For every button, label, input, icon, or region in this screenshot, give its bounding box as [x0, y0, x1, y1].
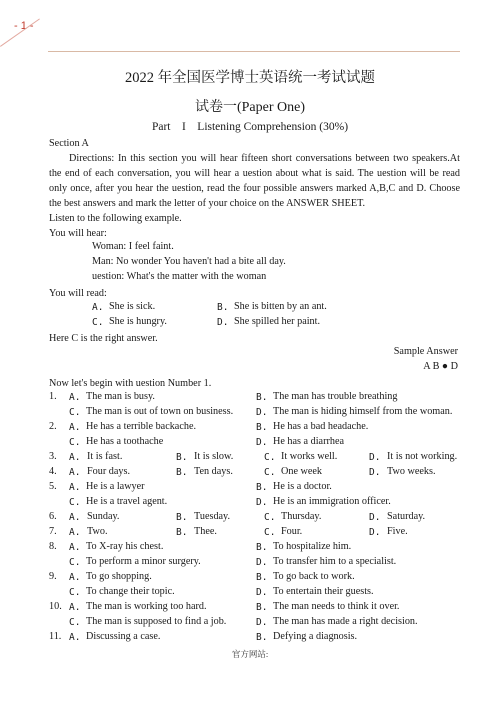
option-c-text: It works well.: [281, 451, 338, 462]
section-heading: Section A: [49, 138, 89, 149]
option-b-text: It is slow.: [194, 451, 234, 462]
question-row-continued: [49, 406, 469, 421]
header-rule: [48, 51, 460, 52]
question-row: [49, 451, 469, 466]
option-d-text: He has a diarrhea: [273, 436, 344, 447]
option-c-text: Thursday.: [281, 511, 322, 522]
option-d-letter: D.: [256, 617, 268, 628]
option-a-text: It is fast.: [87, 451, 123, 462]
begin-line: Now let's begin with uestion Number 1.: [49, 378, 212, 389]
option-a-text: To go shopping.: [86, 571, 152, 582]
option-a-letter: A.: [69, 392, 81, 403]
sample-answer-value: A B ● D: [423, 361, 458, 372]
question-number: 7.: [49, 526, 57, 537]
example-line-woman: Woman: I feel faint.: [92, 241, 174, 252]
option-b-text: He is a doctor.: [273, 481, 332, 492]
option-d-text: Saturday.: [387, 511, 426, 522]
option-c-text: One week: [281, 466, 323, 477]
question-row: [49, 421, 469, 436]
question-row: [49, 481, 469, 496]
option-b-text: Ten days.: [194, 466, 233, 477]
example-line-man: Man: No wonder You haven't had a bite all day.: [92, 256, 286, 267]
option-c-text: He has a toothache: [86, 436, 164, 447]
option-d-letter: D.: [256, 497, 268, 508]
option-a-text: Four days.: [87, 466, 131, 477]
question-number: 11.: [49, 631, 62, 642]
option-b-letter: B.: [256, 602, 268, 613]
question-row: [49, 601, 469, 616]
option-d-text: The man is hiding himself from the woman.: [273, 406, 453, 417]
option-d-letter: D.: [256, 407, 268, 418]
example-line-question: uestion: What's the matter with the woman: [92, 271, 267, 282]
option-b-text: He has a bad headache.: [273, 421, 369, 432]
option-d-text: Five.: [387, 526, 408, 537]
option-b-letter: B.: [176, 467, 188, 478]
sample-answer-label: Sample Answer: [393, 346, 458, 357]
option-a-letter: A.: [69, 512, 81, 523]
option-a-letter: A.: [69, 602, 81, 613]
question-number: 4.: [49, 466, 57, 477]
option-a-text: Discussing a case.: [86, 631, 161, 642]
option-b-letter: B.: [256, 482, 268, 493]
option-c-letter: C.: [69, 587, 81, 598]
option-d-letter: D.: [256, 437, 268, 448]
option-c-text: To perform a minor surgery.: [86, 556, 201, 567]
question-row-continued: [49, 556, 469, 571]
option-a-letter: A.: [69, 527, 81, 538]
example-option-d-text: She spilled her paint.: [234, 316, 321, 327]
question-row: [49, 541, 469, 556]
question-number: 6.: [49, 511, 57, 522]
option-b-text: Thee.: [194, 526, 217, 537]
option-a-text: He is a lawyer: [86, 481, 145, 492]
option-c-text: The man is out of town on business.: [86, 406, 234, 417]
option-b-text: Defying a diagnosis.: [273, 631, 358, 642]
option-b-letter: B.: [176, 527, 188, 538]
example-option-a-letter: A.: [92, 302, 104, 313]
option-b-letter: B.: [256, 392, 268, 403]
question-row: [49, 466, 469, 481]
exam-title: 2022 年全国医学博士英语统一考试试题: [124, 70, 376, 86]
option-a-text: Two.: [87, 526, 108, 537]
question-number: 10.: [49, 601, 62, 612]
question-number: 5.: [49, 481, 57, 492]
option-d-letter: D.: [369, 527, 381, 538]
question-number: 1.: [49, 391, 57, 402]
question-row-continued: [49, 586, 469, 601]
page-number-badge: - 1 -: [14, 20, 34, 32]
right-answer-note: Here C is the right answer.: [49, 333, 158, 344]
question-number: 3.: [49, 451, 57, 462]
option-a-text: He has a terrible backache.: [86, 421, 197, 432]
option-d-text: It is not working.: [387, 451, 458, 462]
option-a-letter: A.: [69, 572, 81, 583]
option-b-letter: B.: [256, 422, 268, 433]
example-option-a-text: She is sick.: [109, 301, 156, 312]
example-option-c-text: She is hungry.: [109, 316, 167, 327]
option-c-letter: C.: [69, 617, 81, 628]
option-c-letter: C.: [69, 557, 81, 568]
question-row: [49, 631, 469, 646]
option-d-text: To transfer him to a specialist.: [273, 556, 397, 567]
example-intro: Listen to the following example.: [49, 213, 182, 224]
option-c-text: He is a travel agent.: [86, 496, 168, 507]
option-b-text: Tuesday.: [194, 511, 231, 522]
option-d-letter: D.: [369, 452, 381, 463]
option-a-text: The man is busy.: [86, 391, 155, 402]
option-c-letter: C.: [264, 467, 276, 478]
paper-subtitle: 试卷一(Paper One): [194, 100, 306, 115]
question-number: 8.: [49, 541, 57, 552]
you-will-hear-label: You will hear:: [49, 228, 107, 239]
question-number: 9.: [49, 571, 57, 582]
question-number: 2.: [49, 421, 57, 432]
option-d-text: Two weeks.: [387, 466, 436, 477]
option-a-text: The man is working too hard.: [86, 601, 207, 612]
option-b-letter: B.: [256, 542, 268, 553]
question-row: [49, 391, 469, 406]
option-a-letter: A.: [69, 632, 81, 643]
option-c-letter: C.: [69, 497, 81, 508]
question-row-continued: [49, 616, 469, 631]
example-option-b-letter: B.: [217, 302, 229, 313]
option-a-letter: A.: [69, 467, 81, 478]
option-c-text: The man is supposed to find a job.: [86, 616, 227, 627]
option-a-letter: A.: [69, 452, 81, 463]
option-d-letter: D.: [369, 467, 381, 478]
option-c-text: Four.: [281, 526, 303, 537]
question-row-continued: [49, 496, 469, 511]
option-d-text: The man has made a right decision.: [273, 616, 418, 627]
option-b-text: The man has trouble breathing: [273, 391, 398, 402]
example-option-d-letter: D.: [217, 317, 229, 328]
option-c-letter: C.: [264, 527, 276, 538]
example-option-b-text: She is bitten by an ant.: [234, 301, 327, 312]
example-option-c-letter: C.: [92, 317, 104, 328]
question-row-continued: [49, 436, 469, 451]
question-row: [49, 526, 469, 541]
option-d-text: To entertain their guests.: [273, 586, 374, 597]
option-b-letter: B.: [256, 572, 268, 583]
you-will-read-label: You will read:: [49, 288, 107, 299]
option-c-letter: C.: [264, 512, 276, 523]
option-b-text: To hospitalize him.: [273, 541, 352, 552]
option-a-letter: A.: [69, 422, 81, 433]
option-c-letter: C.: [264, 452, 276, 463]
option-d-text: He is an immigration officer.: [273, 496, 391, 507]
option-c-letter: C.: [69, 407, 81, 418]
option-b-letter: B.: [256, 632, 268, 643]
option-d-letter: D.: [369, 512, 381, 523]
option-d-letter: D.: [256, 587, 268, 598]
footer-website: 官方网站:: [231, 649, 269, 659]
option-a-letter: A.: [69, 482, 81, 493]
question-row: [49, 571, 469, 586]
option-b-text: The man needs to think it over.: [273, 601, 400, 612]
directions-paragraph: Directions: In this section you will hear fifteen short conversations between two speakers.At the end of each conversation, you will hear a uestion about what is said. The uestion will be read only once, after you hear the uestion, read the four possible answers marked A,B,C and D. Choose the best answers and mark the letter of your choice on the ANSWER SHEET.: [49, 153, 460, 209]
option-a-text: To X-ray his chest.: [86, 541, 164, 552]
option-c-text: To change their topic.: [86, 586, 175, 597]
part-heading: Part I Listening Comprehension (30%): [151, 121, 349, 133]
option-a-letter: A.: [69, 542, 81, 553]
option-a-text: Sunday.: [87, 511, 120, 522]
option-b-text: To go back to work.: [273, 571, 355, 582]
question-row: [49, 511, 469, 526]
option-b-letter: B.: [176, 452, 188, 463]
option-d-letter: D.: [256, 557, 268, 568]
option-b-letter: B.: [176, 512, 188, 523]
option-c-letter: C.: [69, 437, 81, 448]
